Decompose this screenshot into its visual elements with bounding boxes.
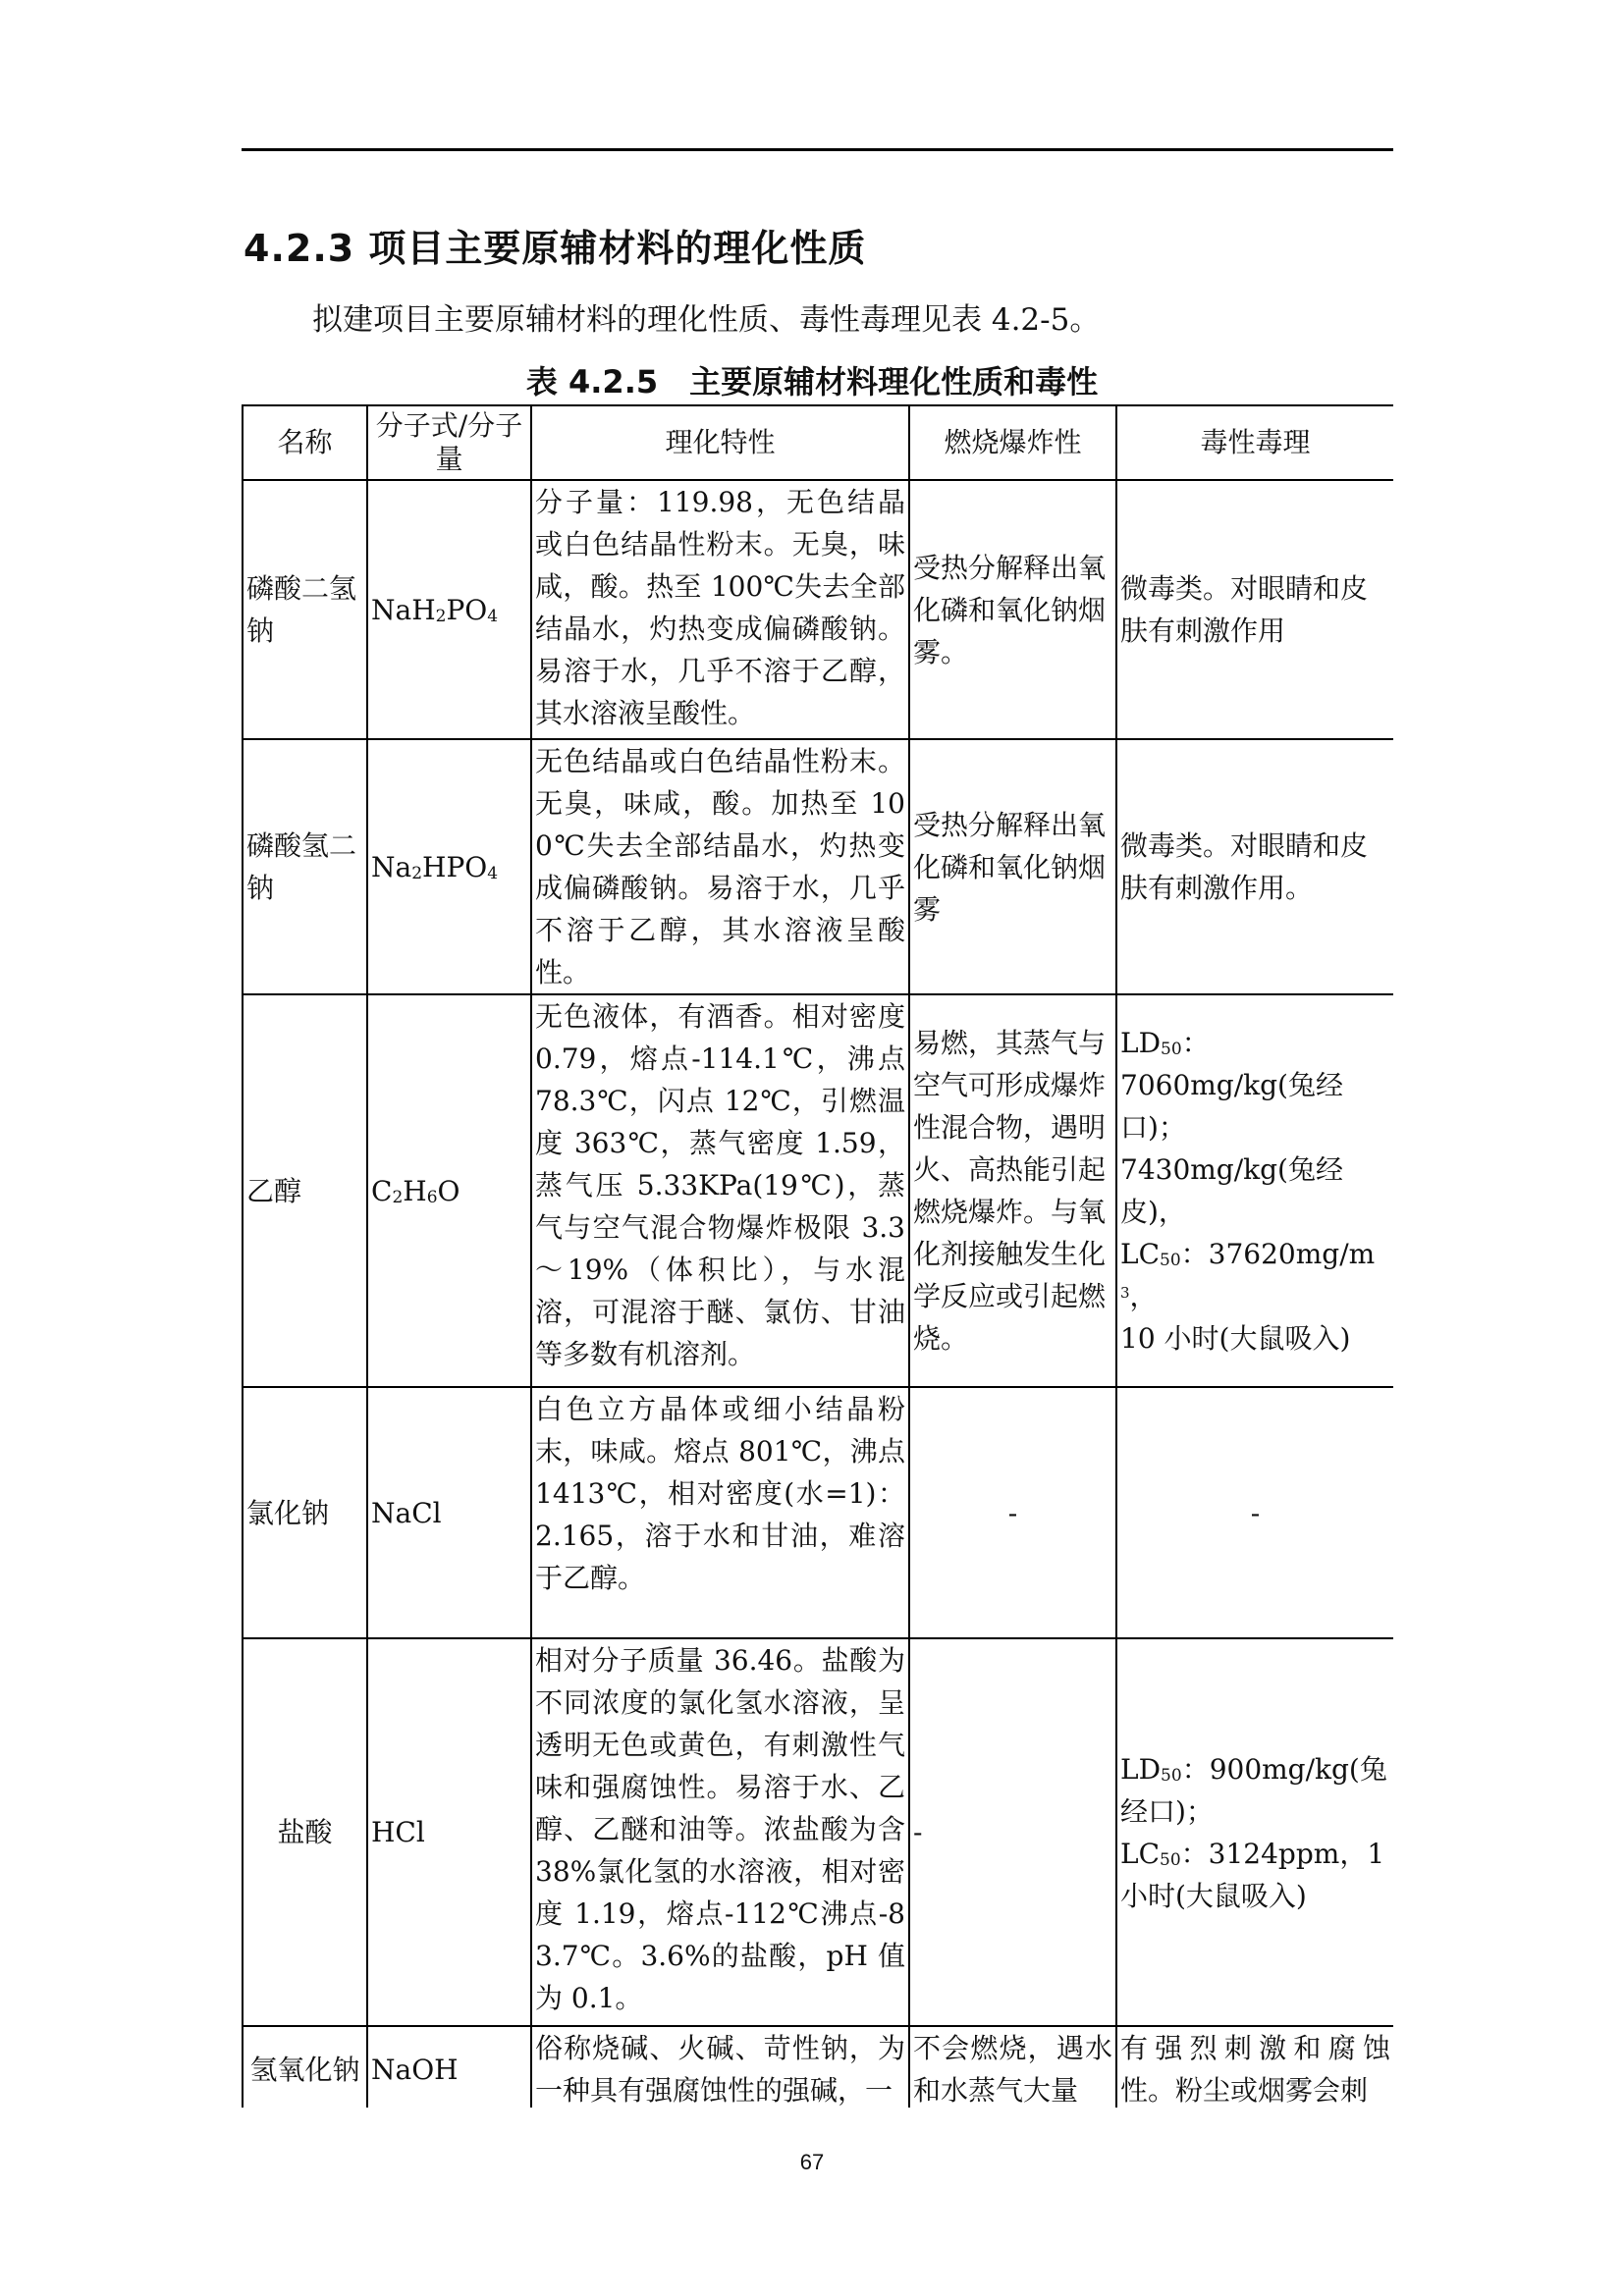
cell-combustion: - <box>909 1387 1116 1638</box>
header-rule <box>242 148 1393 151</box>
cell-combustion: 易燃，其蒸气与空气可形成爆炸性混合物，遇明火、高热能引起燃烧爆炸。与氧化剂接触发生化学反应或引起燃烧。 <box>909 994 1116 1387</box>
header-toxicity: 毒性毒理 <box>1116 405 1393 480</box>
table-row <box>243 1638 1393 2026</box>
table-row <box>243 994 1393 1387</box>
cell-properties: 俗称烧碱、火碱、苛性钠，为一种具有强腐蚀性的强碱，一 <box>531 2026 909 2108</box>
cell-properties: 分子量：119.98，无色结晶或白色结晶性粉末。无臭，味咸，酸。热至 100℃失去全部结晶水，灼热变成偏磷酸钠。易溶于水，几乎不溶于乙醇，其水溶液呈酸性。 <box>531 480 909 739</box>
cell-properties: 无色结晶或白色结晶性粉末。无臭，味咸，酸。加热至 100℃失去全部结晶水，灼热变成偏磷酸钠。易溶于水，几乎不溶于乙醇，其水溶液呈酸性。 <box>531 739 909 994</box>
cell-name: 氯化钠 <box>243 1387 367 1638</box>
cell-formula: $NaH_2PO_4$ <box>367 480 531 739</box>
cell-combustion: 不会燃烧，遇水和水蒸气大量 <box>909 2026 1116 2108</box>
cell-formula: HCl <box>367 1638 531 2026</box>
cell-combustion: 受热分解释出氧化磷和氧化钠烟雾 <box>909 739 1116 994</box>
table-row <box>243 739 1393 994</box>
table-header-row <box>243 405 1393 480</box>
cell-name: 氢氧化钠 <box>243 2026 367 2108</box>
cell-name: 乙醇 <box>243 994 367 1387</box>
cell-formula: $C_2H_6O$ <box>367 994 531 1387</box>
materials-table <box>242 404 1393 2108</box>
table-row <box>243 480 1393 739</box>
header-name: 名称 <box>243 405 367 480</box>
cell-properties: 白色立方晶体或细小结晶粉末，味咸。熔点 801℃，沸点 1413℃，相对密度(水=1)：2.165，溶于水和甘油，难溶于乙醇。 <box>531 1387 909 1638</box>
cell-toxicity: 微毒类。对眼睛和皮肤有刺激作用 <box>1116 480 1393 739</box>
section-heading: 4.2.3 项目主要原辅材料的理化性质 <box>244 227 867 270</box>
cell-properties: 无色液体，有酒香。相对密度 0.79，熔点-114.1℃，沸点 78.3℃，闪点 12℃，引燃温度 363℃，蒸气密度 1.59，蒸气压 5.33KPa(19℃)，蒸气与空气混合物爆炸极限 3.3～19%（体积比），与水混溶，可混溶于醚、氯仿、甘油等多数有机溶剂。 <box>531 994 909 1387</box>
header-combustion: 燃烧爆炸性 <box>909 405 1116 480</box>
header-formula: 分子式/分子量 <box>367 405 531 480</box>
cell-toxicity: 微毒类。对眼睛和皮肤有刺激作用。 <box>1116 739 1393 994</box>
cell-formula: NaCl <box>367 1387 531 1638</box>
cell-toxicity: $LD_{50}$： 7060mg/kg(兔经口)； 7430mg/kg(兔经皮)， $LC_{50}$：$37620mg/m^3$， 10 小时(大鼠吸入) <box>1116 994 1393 1387</box>
table-caption: 表 4.2.5 主要原辅材料理化性质和毒性 <box>525 363 1099 400</box>
cell-name: 盐酸 <box>243 1638 367 2026</box>
cell-name: 磷酸氢二钠 <box>243 739 367 994</box>
cell-properties: 相对分子质量 36.46。盐酸为不同浓度的氯化氢水溶液，呈透明无色或黄色，有刺激性气味和强腐蚀性。易溶于水、乙醇、乙醚和油等。浓盐酸为含 38%氯化氢的水溶液，相对密度 1.19，熔点-112℃沸点-83.7℃。3.6%的盐酸，pH 值为 0.1。 <box>531 1638 909 2026</box>
header-properties: 理化特性 <box>531 405 909 480</box>
cell-name: 磷酸二氢钠 <box>243 480 367 739</box>
table-row <box>243 1387 1393 1638</box>
cell-formula: NaOH <box>367 2026 531 2108</box>
cell-toxicity: - <box>1116 1387 1393 1638</box>
table-row <box>243 2026 1393 2108</box>
page-number: 67 <box>799 2150 825 2174</box>
cell-toxicity: $LD_{50}$：900mg/kg(兔经口)； $LC_{50}$：3124ppm，1 小时(大鼠吸入) <box>1116 1638 1393 2026</box>
cell-toxicity: 有强烈刺激和腐蚀性。粉尘或烟雾会刺 <box>1116 2026 1393 2108</box>
cell-formula: $Na_2HPO_4$ <box>367 739 531 994</box>
intro-paragraph: 拟建项目主要原辅材料的理化性质、毒性毒理见表 4.2-5。 <box>312 302 1101 338</box>
cell-combustion: - <box>909 1638 1116 2026</box>
materials-table-container <box>242 404 1393 2108</box>
cell-combustion: 受热分解释出氧化磷和氧化钠烟雾。 <box>909 480 1116 739</box>
